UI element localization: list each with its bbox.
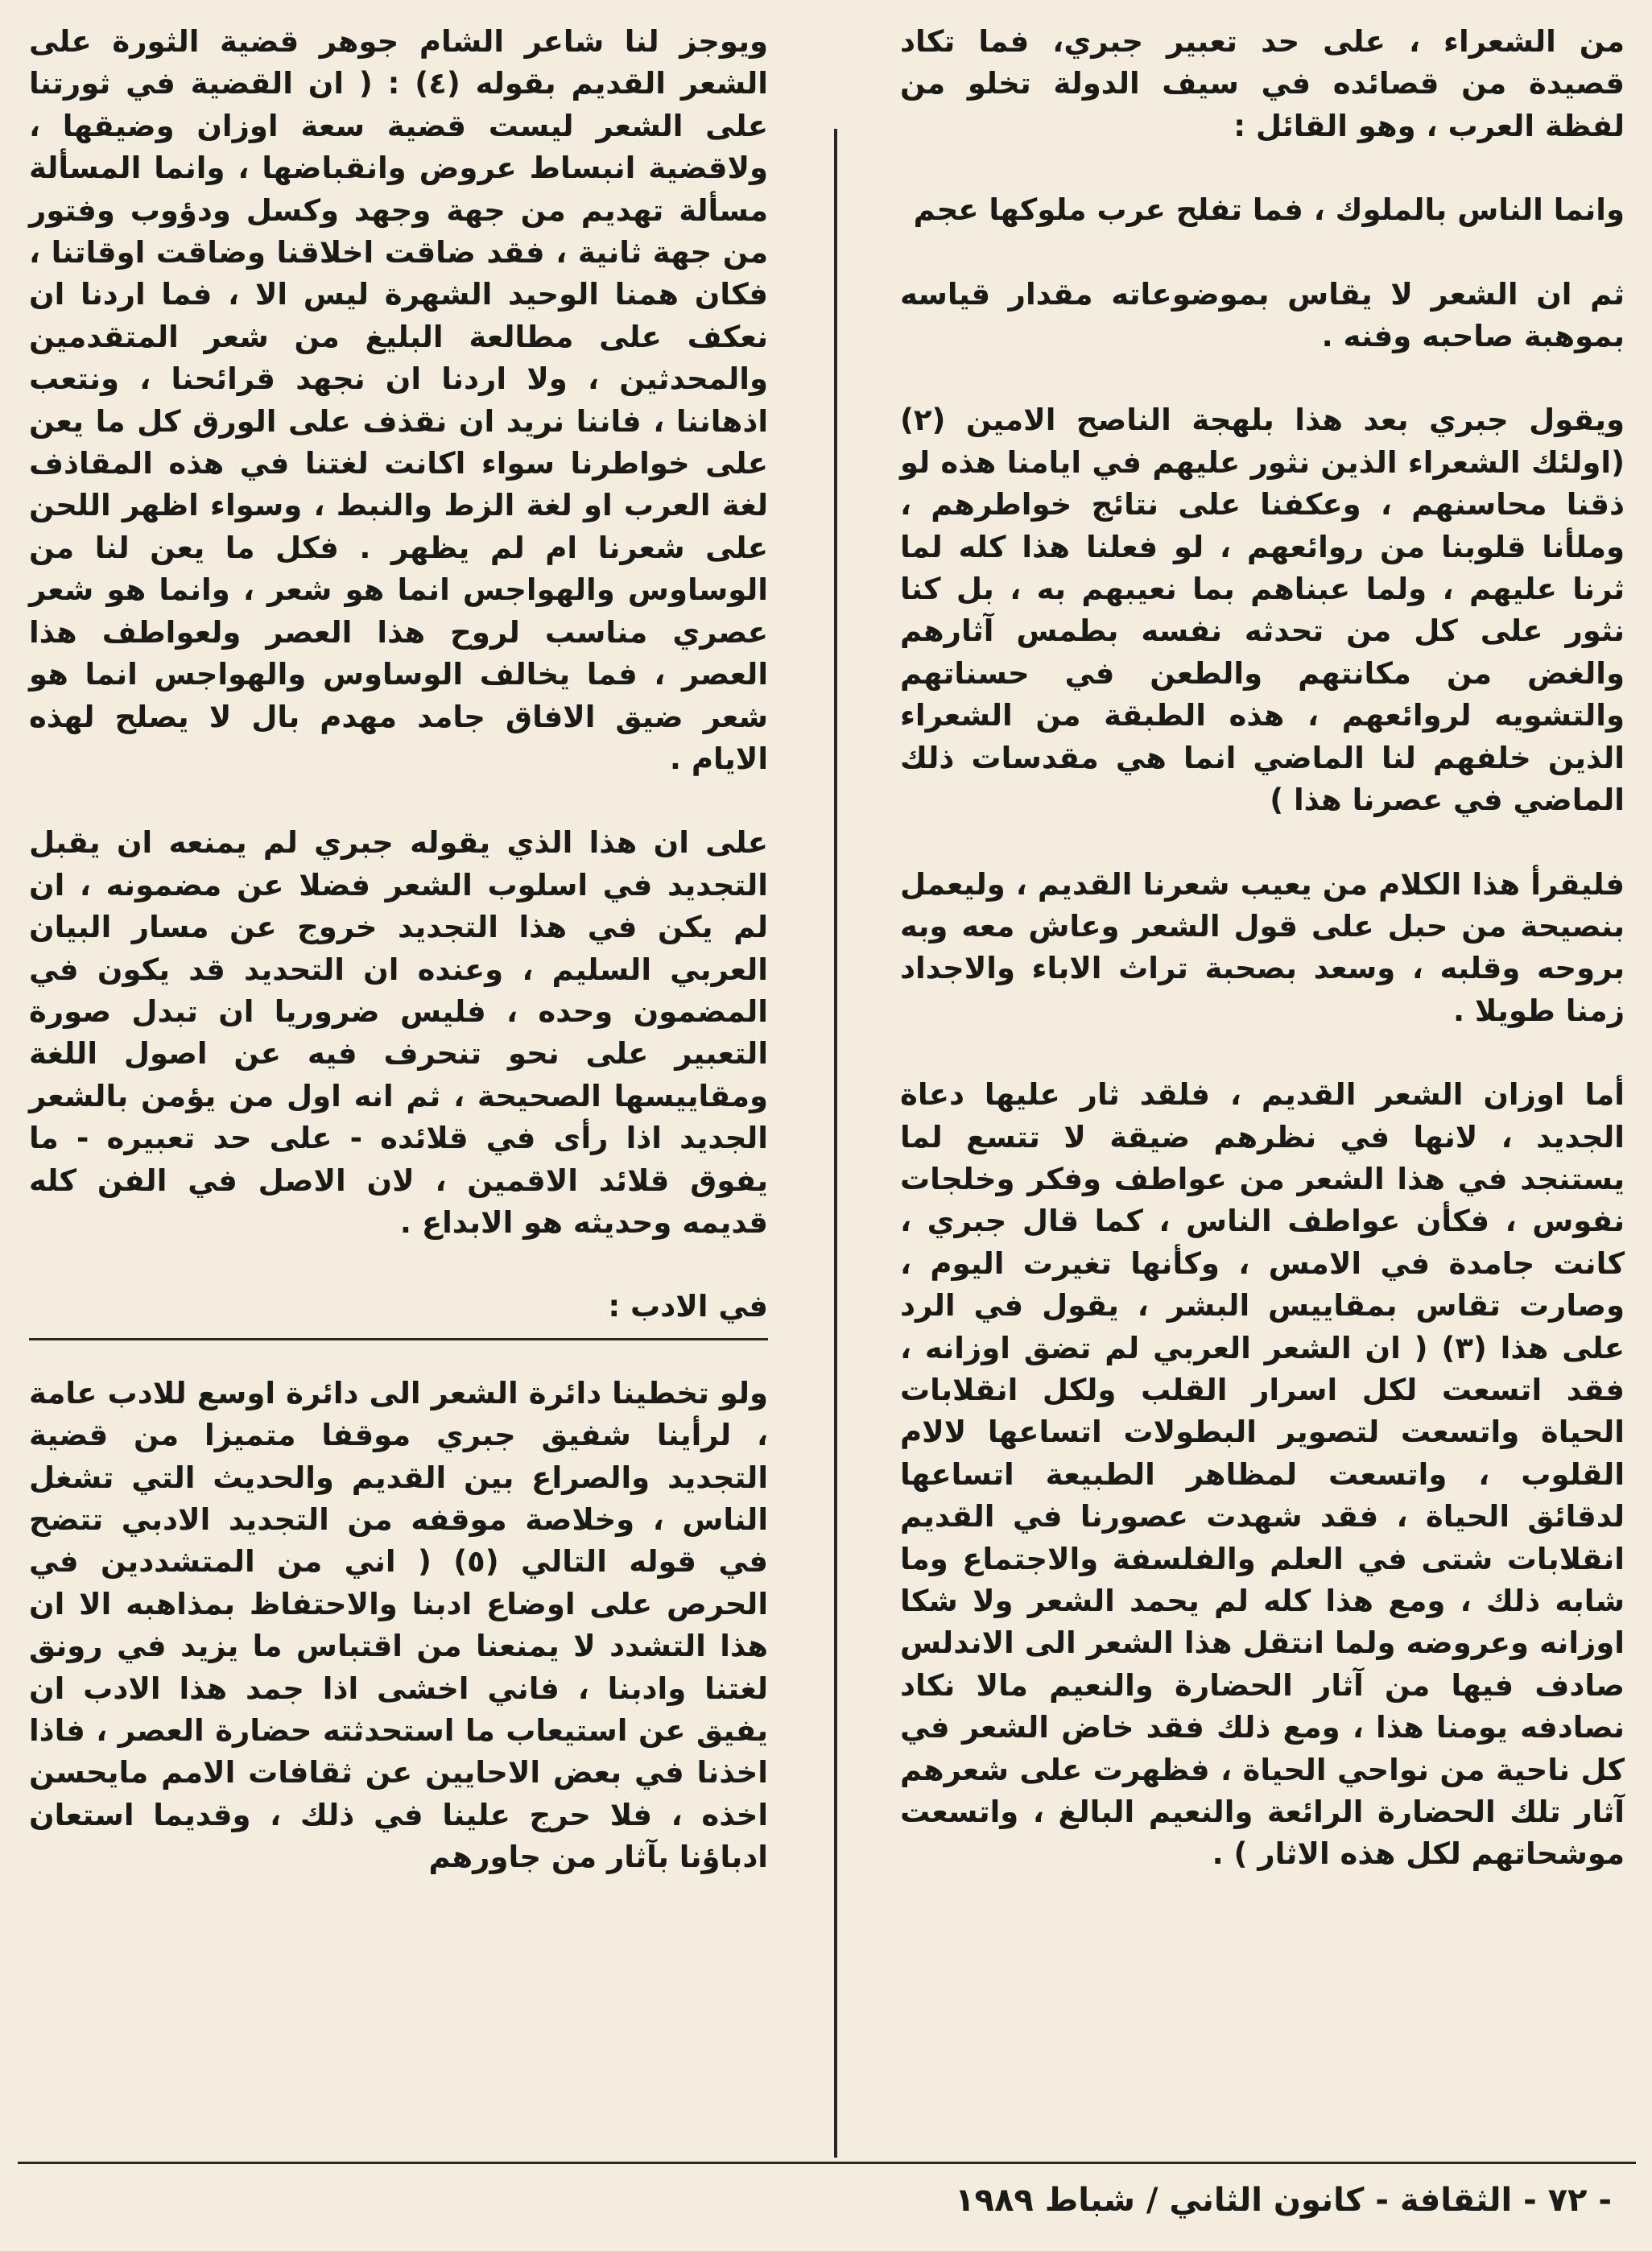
- left-column: [29, 21, 768, 2138]
- heading-underline: [29, 1338, 768, 1340]
- left-para-1: ويوجز لنا شاعر الشام جوهر قضية الثورة على الشعر القديم بقوله (٤) : ( ان القضية في ثورتنا على الشعر ليست قضية سعة اوزان وضيقها ، ولاقضية انبساط عروض وانقباضها ، وانما المسألة مسألة تهديم من جهة وجهد وكسل ودؤوب وفتور من جهة ثانية ، فقد ضاقت اخلاقنا وضاقت اوقاتنا ، فكان همنا الوحيد الشهرة ليس الا ، فما اردنا ان نعكف على مطالعة البليغ من شعر المتقدمين والمحدثين ، ولا اردنا ان نجهد قرائحنا ، ونتعب اذهاننا ، فاننا نريد ان نقذف على الورق كل ما يعن على خواطرنا سواء اكانت لغتنا في هذه المقاذف لغة العرب او لغة الزط والنبط ، وسواء اظهر اللحن على شعرنا ام لم يظهر . فكل ما يعن لنا من الوساوس والهواجس انما هو شعر ، وانما هو شعر عصري مناسب لروح هذا العصر ولعواطف هذا العصر ، فما يخالف الوساوس والهواجس انما هو شعر ضيق الافاق جامد مهدم بال لا يصلح لهذه الايام .: [29, 24, 768, 776]
- footer-rule: [18, 2162, 1636, 2164]
- verse-quote: وانما الناس بالملوك ، فما تفلح عرب ملوكها عجم: [913, 192, 1625, 228]
- column-divider: [834, 129, 837, 2158]
- right-para-3: ويقول جبري بعد هذا بلهجة الناصح الامين (٢) (اولئك الشعراء الذين نثور عليهم في ايامنا هذه لو ذقنا محاسنهم ، وعكفنا على نتائج خواطرهم ، وملأنا قلوبنا من روائعهم ، لو فعلنا هذا كله لما ثرنا عليهم ، ولما عبناهم بما نعيبهم به ، بل كنا نثور على كل من تحدثه نفسه بطمس آثارهم والغض من مكانتهم والطعن في حسناتهم والتشويه لروائعهم ، هذه الطبقة من الشعراء الذين خلفهم لنا الماضي انما هي مقدسات ذلك الماضي في عصرنا هذا ): [900, 403, 1625, 818]
- section-heading: في الادب :: [608, 1289, 768, 1324]
- page-footer: - ٧٢ - الثقافة - كانون الثاني / شباط ١٩٨٩: [955, 2182, 1612, 2219]
- right-para-5: أما اوزان الشعر القديم ، فلقد ثار عليها دعاة الجديد ، لانها في نظرهم ضيقة لا تتسع لما يستنجد في هذا الشعر من عواطف وفكر وخلجات نفوس ، فكأن عواطف الناس ، كما قال جبري ، كانت جامدة في الامس ، وكأنها تغيرت اليوم ، وصارت تقاس بمقاييس البشر ، يقول في الرد على هذا (٣) ( ان الشعر العربي لم تضق اوزانه ، فقد اتسعت لكل اسرار القلب ولكل انقلابات الحياة واتسعت لتصوير البطولات اتساعها لالام القلوب ، واتسعت لمظاهر الطبيعة اتساعها لدقائق الحياة ، فقد شهدت عصورنا في القديم انقلابات شتى في العلم والفلسفة والاجتماع وما شابه ذلك ، ومع هذا كله لم يحمد الشعر ولا شكا اوزانه وعروضه ولما انتقل هذا الشعر الى الاندلس صادف فيها من آثار الحضارة والنعيم مالا نكاد نصادفه يومنا هذا ، ومع ذلك فقد خاض الشعر في كل ناحية من نواحي الحياة ، فظهرت على شعرهم آثار تلك الحضارة الرائعة والنعيم البالغ ، واتسعت موشحاتهم لكل هذه الاثار ) .: [900, 1077, 1625, 1872]
- left-para-3: ولو تخطينا دائرة الشعر الى دائرة اوسع للادب عامة ، لرأينا شفيق جبري موقفا متميزا من قضية التجديد والصراع بين القديم والحديث التي تشغل الناس ، وخلاصة موقفه من التجديد الادبي تتضح في قوله التالي (٥) ( اني من المتشددين في الحرص على اوضاع ادبنا والاحتفاظ بمذاهبه الا ان هذا التشدد لا يمنعنا من اقتباس ما يزيد في رونق لغتنا وادبنا ، فاني اخشى اذا جمد هذا الادب ان يفيق عن استيعاب ما استحدثته حضارة العصر ، فاذا اخذنا في بعض الاحايين عن ثقافات الامم مايحسن اخذه ، فلا حرج علينا في ذلك ، وقديما استعان ادباؤنا بآثار من جاورهم: [29, 1375, 768, 1875]
- right-para-4: فليقرأ هذا الكلام من يعيب شعرنا القديم ، وليعمل بنصيحة من حبل على قول الشعر وعاش معه وبه بروحه وقلبه ، وسعد بصحبة تراث الاباء والاجداد زمنا طويلا .: [900, 866, 1625, 1028]
- right-para-1: من الشعراء ، على حد تعبير جبري، فما تكاد قصيدة من قصائده في سيف الدولة تخلو من لفظة العرب ، وهو القائل :: [900, 24, 1625, 143]
- right-column: [900, 21, 1625, 2138]
- right-para-2: ثم ان الشعر لا يقاس بموضوعاته مقدار قياسه بموهبة صاحبه وفنه .: [900, 276, 1625, 354]
- left-para-2: على ان هذا الذي يقوله جبري لم يمنعه ان يقبل التجديد في اسلوب الشعر فضلا عن مضمونه ، ان لم يكن في هذا التجديد خروج عن مسار البيان العربي السليم ، وعنده ان التحديد قد يكون في المضمون وحده ، فليس ضروريا ان تبدل صورة التعبير على نحو تنحرف فيه عن اصول اللغة ومقاييسها الصحيحة ، ثم انه اول من يؤمن بالشعر الجديد اذا رأى في قلائده - على حد تعبيره - ما يفوق قلائد الاقمين ، لان الاصل في الفن كله قديمه وحديثه هو الابداع .: [29, 825, 768, 1240]
